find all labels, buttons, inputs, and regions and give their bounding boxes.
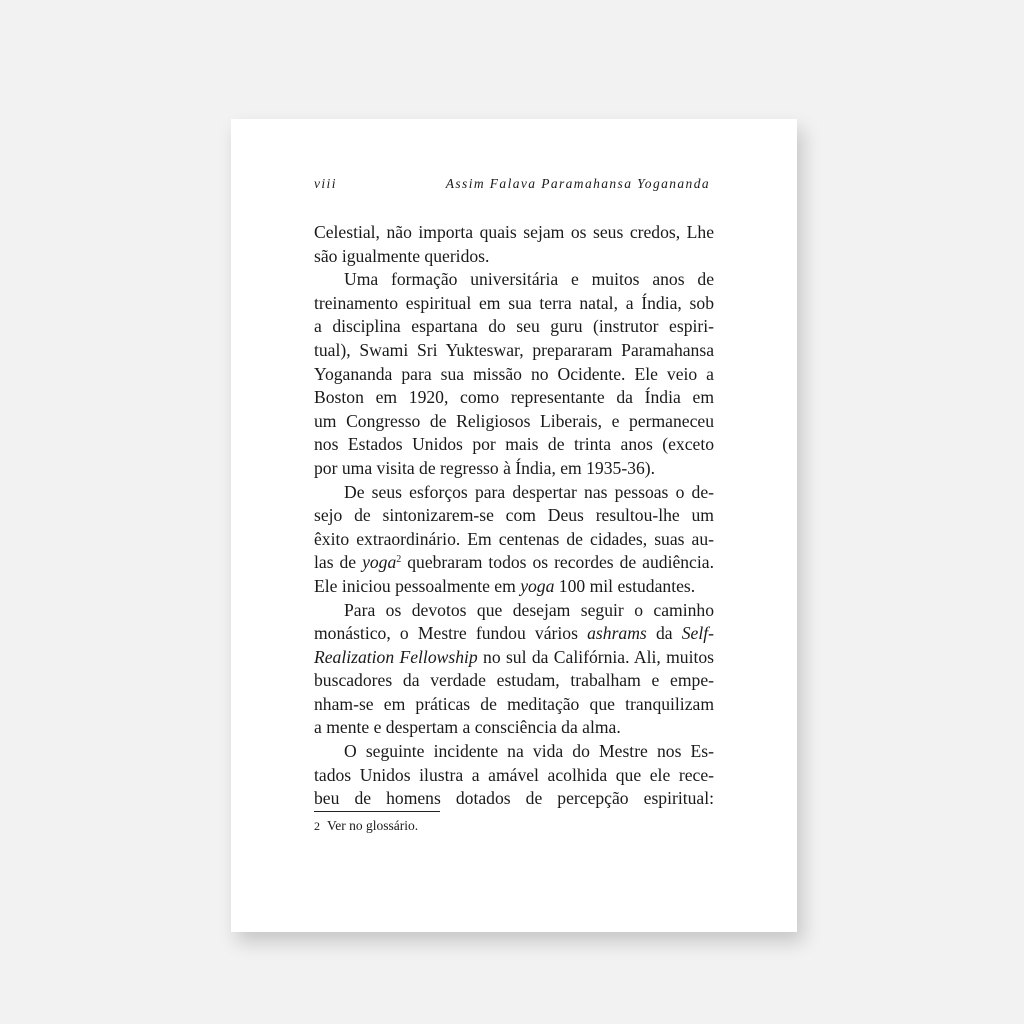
text-line: são igualmente queridos. bbox=[314, 245, 490, 266]
paragraph-start-line: De seus esforços para despertar nas pessoas o de- bbox=[344, 481, 714, 502]
footnote-text: Ver no glossário. bbox=[327, 818, 419, 833]
text-line: Celestial, não importa quais sejam os seus credos, Lhe bbox=[314, 222, 714, 242]
text-line: a disciplina espartana do seu guru (instrutor espiri- bbox=[314, 316, 714, 337]
paragraph-start-line: O seguinte incidente na vida do Mestre nos Es- bbox=[344, 741, 714, 762]
paragraph-start-line: Uma formação universitária e muitos anos de bbox=[344, 269, 714, 290]
footnote bbox=[314, 818, 418, 834]
page-number: viii bbox=[314, 176, 337, 191]
text-run: Ele iniciou pessoalmente em bbox=[314, 575, 516, 596]
text-line: beu de homens dotados de percepção espiritual: bbox=[314, 788, 714, 809]
text-line: tados Unidos ilustra a amável acolhida que ele rece- bbox=[314, 764, 714, 785]
text-run: quebraram todos os recordes de audiência. bbox=[407, 552, 714, 573]
text-run: las de bbox=[314, 552, 357, 573]
text-line: nos Estados Unidos por mais de trinta anos (exceto bbox=[314, 434, 714, 455]
running-title: Assim Falava Paramahansa Yogananda bbox=[445, 176, 710, 191]
italic-term-ashrams: ashrams bbox=[587, 623, 647, 644]
italic-term-self: Self- bbox=[681, 623, 714, 644]
text-run: 100 mil estudantes. bbox=[558, 575, 696, 596]
italic-term-realization-fellowship: Realization Fellowship bbox=[314, 646, 478, 667]
book-page bbox=[231, 119, 797, 932]
text-run: da bbox=[655, 623, 673, 644]
text-line: por uma visita de regresso à Índia, em 1935-36). bbox=[314, 457, 656, 478]
footnote-divider bbox=[314, 811, 440, 812]
footnote-reference: 2 bbox=[396, 554, 402, 566]
body-text bbox=[314, 221, 714, 811]
text-line: a mente e despertam a consciência da alma. bbox=[314, 717, 621, 738]
footnote-number: 2 bbox=[314, 819, 320, 833]
text-run: no sul da Califórnia. Ali, muitos bbox=[483, 646, 715, 667]
text-line: buscadores da verdade estudam, trabalham e empe- bbox=[314, 670, 714, 691]
text-line: sejo de sintonizarem-se com Deus resultou-lhe um bbox=[314, 505, 714, 526]
text-line: tual), Swami Sri Yukteswar, prepararam Paramahansa bbox=[314, 339, 714, 360]
paragraph-start-line: Para os devotos que desejam seguir o caminho bbox=[344, 599, 714, 620]
text-line: êxito extraordinário. Em centenas de cidades, suas au- bbox=[314, 528, 714, 549]
text-line bbox=[314, 575, 714, 599]
text-line: Boston em 1920, como representante da Índia em bbox=[314, 387, 714, 408]
text-line: treinamento espiritual em sua terra natal, a Índia, sob bbox=[314, 292, 714, 313]
italic-term-yoga: yoga bbox=[362, 552, 397, 573]
text-line bbox=[314, 551, 714, 575]
text-line bbox=[314, 622, 714, 646]
text-line: Yogananda para sua missão no Ocidente. Ele veio a bbox=[314, 363, 714, 384]
text-line bbox=[314, 646, 714, 670]
text-run: monástico, o Mestre fundou vários bbox=[314, 623, 578, 644]
text-line: um Congresso de Religiosos Liberais, e permaneceu bbox=[314, 410, 714, 431]
text-line: nham-se em práticas de meditação que tranquilizam bbox=[314, 693, 714, 714]
italic-term-yoga: yoga bbox=[520, 575, 555, 596]
